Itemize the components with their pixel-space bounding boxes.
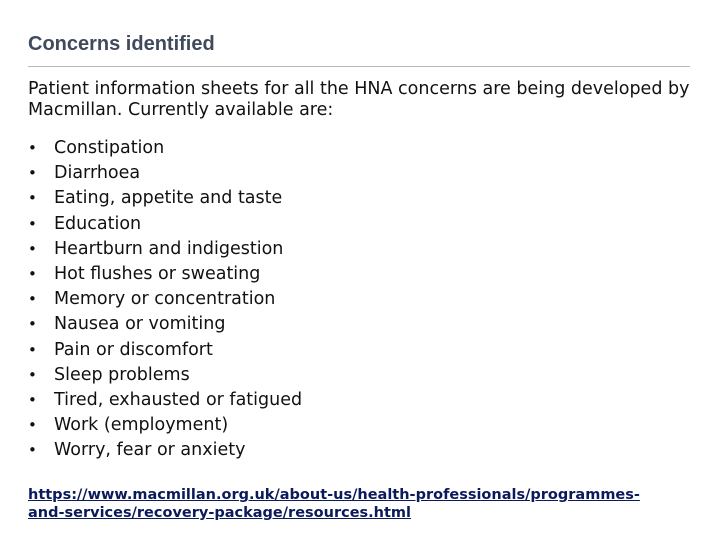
bullet-dot: • [28, 239, 37, 258]
concern-label: Memory or concentration [54, 289, 276, 310]
concerns-list [28, 138, 302, 465]
concern-list-item [28, 340, 302, 365]
concern-label: Hot flushes or sweating [54, 263, 261, 284]
concern-list-item [28, 163, 302, 188]
bullet-dot: • [28, 264, 37, 283]
concern-label: Eating, appetite and taste [54, 188, 283, 209]
concern-list-item [28, 415, 302, 440]
concern-label: Education [54, 213, 142, 234]
bullet-dot: • [28, 315, 37, 334]
bullet-dot: • [28, 214, 37, 233]
bullet-dot: • [28, 139, 37, 157]
concern-label: Sleep problems [54, 364, 190, 385]
concern-label: Pain or discomfort [54, 339, 213, 360]
concern-list-item [28, 138, 302, 163]
bullet-dot: • [28, 290, 37, 309]
slide-title: Concerns identified [28, 33, 215, 55]
concern-list-item [28, 214, 302, 239]
concern-label: Nausea or vomiting [54, 314, 226, 335]
intro-paragraph: Patient information sheets for all the HNA concerns are being developed by Macmillan. Currently available are: [28, 79, 690, 120]
concern-label: Diarrhoea [54, 163, 141, 184]
title-divider [28, 66, 690, 67]
bullet-dot: • [28, 189, 37, 208]
bullet-dot: • [28, 390, 37, 409]
concern-list-item [28, 264, 302, 289]
bullet-dot: • [28, 416, 37, 435]
resources-link[interactable]: https://www.macmillan.org.uk/about-us/health-professionals/programmes-and-services/recovery-package/resources.html [28, 487, 640, 521]
concern-label: Constipation [54, 138, 165, 158]
concern-label: Worry, fear or anxiety [54, 440, 246, 461]
concern-label: Tired, exhausted or fatigued [54, 389, 303, 410]
concern-list-item [28, 314, 302, 339]
concern-list-item [28, 188, 302, 213]
concern-list-item [28, 440, 302, 465]
concern-list-item [28, 239, 302, 264]
concern-label: Work (employment) [54, 415, 229, 436]
concern-list-item [28, 390, 302, 415]
bullet-dot: • [28, 441, 37, 460]
bullet-dot: • [28, 365, 37, 384]
bullet-dot: • [28, 164, 37, 183]
bullet-dot: • [28, 340, 37, 359]
concern-label: Heartburn and indigestion [54, 238, 284, 259]
concern-list-item [28, 365, 302, 390]
concern-list-item [28, 289, 302, 314]
